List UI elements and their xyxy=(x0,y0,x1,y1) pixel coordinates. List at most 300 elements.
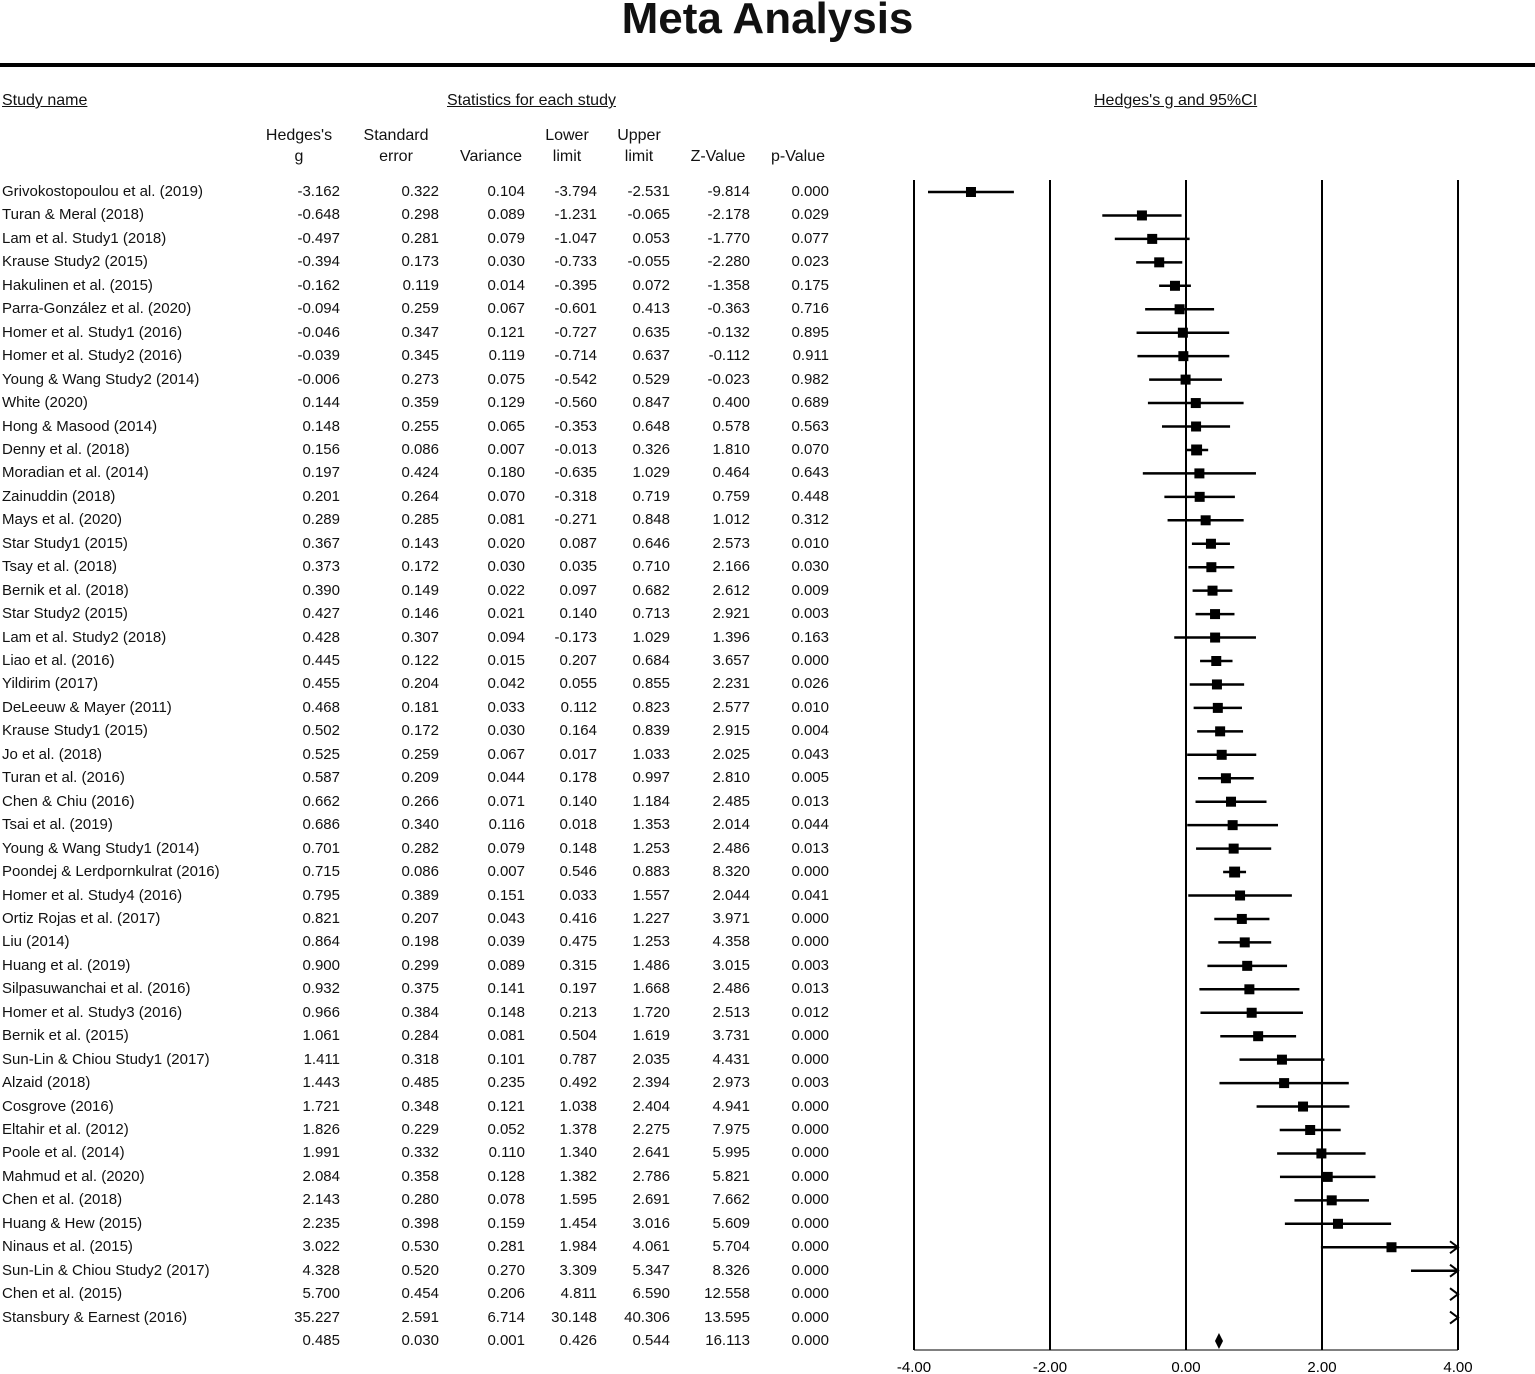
study-upper-cell: 0.710 xyxy=(632,558,670,576)
study-se-cell: 0.348 xyxy=(401,1097,439,1115)
study-p-cell: 0.070 xyxy=(791,440,829,458)
effect-square xyxy=(1211,656,1221,666)
study-upper-cell: 0.883 xyxy=(632,863,670,881)
study-var-cell: 0.281 xyxy=(487,1238,525,1256)
study-p-cell: 0.077 xyxy=(791,229,829,247)
summary-z-cell: 16.113 xyxy=(705,1332,750,1350)
effect-square xyxy=(1154,257,1164,267)
study-name-cell: Homer et al. Study4 (2016) xyxy=(2,886,183,904)
study-g-cell: -0.006 xyxy=(297,370,340,388)
study-name-cell: Stansbury & Earnest (2016) xyxy=(2,1308,188,1326)
study-upper-cell: -0.055 xyxy=(627,253,670,271)
effect-square xyxy=(1191,444,1202,455)
study-g-cell: 0.373 xyxy=(302,558,340,576)
study-name-cell: Bernik et al. (2015) xyxy=(2,1027,129,1045)
study-se-cell: 0.255 xyxy=(401,417,439,435)
effect-square xyxy=(1191,422,1201,432)
study-se-cell: 0.086 xyxy=(401,440,439,458)
study-g-cell: 0.795 xyxy=(302,886,340,904)
study-lower-cell: 0.055 xyxy=(559,675,597,693)
study-z-cell: 8.320 xyxy=(712,863,750,881)
study-name-cell: Liao et al. (2016) xyxy=(2,652,115,669)
study-var-cell: 0.081 xyxy=(487,1027,525,1045)
study-lower-cell: 0.017 xyxy=(559,745,597,763)
study-se-cell: 0.285 xyxy=(401,511,439,529)
study-lower-cell: 0.546 xyxy=(559,863,597,881)
study-name-cell: White (2020) xyxy=(2,394,88,412)
study-se-cell: 0.204 xyxy=(401,675,439,693)
study-upper-cell: 2.641 xyxy=(632,1144,670,1162)
study-var-cell: 0.067 xyxy=(487,745,525,763)
study-z-cell: 3.015 xyxy=(712,956,750,974)
study-g-cell: -0.497 xyxy=(297,229,340,247)
study-p-cell: 0.013 xyxy=(791,792,829,810)
study-var-cell: 0.094 xyxy=(487,628,525,646)
study-lower-cell: 0.140 xyxy=(559,605,597,623)
study-z-cell: 12.558 xyxy=(704,1285,750,1303)
study-var-cell: 0.110 xyxy=(488,1144,525,1162)
study-lower-cell: 0.475 xyxy=(559,933,597,951)
study-name-cell: Lam et al. Study2 (2018) xyxy=(2,628,167,646)
study-lower-cell: 0.087 xyxy=(559,534,597,552)
study-name-cell: Poondej & Lerdpornkulrat (2016) xyxy=(2,863,220,881)
study-var-cell: 0.007 xyxy=(487,440,525,458)
study-p-cell: 0.043 xyxy=(791,745,829,763)
effect-square xyxy=(1195,492,1205,502)
study-g-cell: 0.686 xyxy=(302,816,340,834)
study-z-cell: 2.025 xyxy=(712,745,750,763)
study-g-cell: 2.143 xyxy=(302,1191,340,1209)
study-var-cell: 6.714 xyxy=(487,1308,525,1326)
study-p-cell: 0.009 xyxy=(791,581,829,599)
study-g-cell: 35.227 xyxy=(294,1308,340,1326)
effect-square xyxy=(1242,961,1252,971)
study-p-cell: 0.000 xyxy=(791,1285,829,1303)
study-p-cell: 0.982 xyxy=(791,370,829,388)
study-se-cell: 0.264 xyxy=(401,487,439,505)
study-name-cell: Jo et al. (2018) xyxy=(2,745,103,763)
study-p-cell: 0.643 xyxy=(791,464,829,482)
study-upper-cell: 1.486 xyxy=(632,956,670,974)
study-z-cell: 5.821 xyxy=(712,1167,750,1185)
study-lower-cell: 3.309 xyxy=(559,1261,597,1279)
study-var-cell: 0.043 xyxy=(487,909,525,927)
study-se-cell: 0.198 xyxy=(401,933,439,951)
study-var-cell: 0.021 xyxy=(487,605,525,623)
study-name-cell: Denny et al. (2018) xyxy=(2,440,130,458)
study-name-cell: Zainuddin (2018) xyxy=(2,487,116,505)
study-name-cell: Silpasuwanchai et al. (2016) xyxy=(2,980,191,998)
study-upper-cell: 0.823 xyxy=(632,698,670,716)
study-var-cell: 0.075 xyxy=(487,370,525,388)
col-header-z: Z-Value xyxy=(690,148,746,165)
study-g-cell: -0.046 xyxy=(297,323,340,341)
effect-square xyxy=(1305,1125,1315,1135)
study-var-cell: 0.235 xyxy=(487,1074,525,1092)
study-se-cell: 0.345 xyxy=(401,347,439,365)
study-g-cell: 0.428 xyxy=(302,628,340,646)
study-z-cell: -1.770 xyxy=(707,229,750,247)
study-z-cell: 0.400 xyxy=(712,394,750,412)
summary-g-cell: 0.485 xyxy=(302,1332,340,1350)
study-var-cell: 0.129 xyxy=(487,394,525,412)
study-z-cell: 2.044 xyxy=(712,886,750,904)
study-g-cell: -0.394 xyxy=(297,253,340,271)
summary-diamond xyxy=(1215,1333,1223,1349)
study-var-cell: 0.044 xyxy=(487,769,525,787)
study-z-cell: -0.112 xyxy=(708,347,750,365)
study-p-cell: 0.000 xyxy=(791,1214,829,1232)
study-var-cell: 0.078 xyxy=(487,1191,525,1209)
study-se-cell: 0.398 xyxy=(401,1214,439,1232)
study-name-cell: Mays et al. (2020) xyxy=(2,511,123,529)
x-tick-label: -4.00 xyxy=(896,1359,932,1374)
study-z-cell: 2.014 xyxy=(712,816,750,834)
summary-se-cell: 0.030 xyxy=(401,1332,439,1350)
study-g-cell: 2.235 xyxy=(302,1214,340,1232)
study-var-cell: 0.020 xyxy=(487,534,525,552)
study-name-cell: Lam et al. Study1 (2018) xyxy=(2,229,167,247)
study-lower-cell: 1.378 xyxy=(559,1121,597,1138)
x-tick-label: -2.00 xyxy=(1032,1359,1068,1374)
study-lower-cell: -1.047 xyxy=(554,229,597,247)
study-lower-cell: 0.148 xyxy=(559,839,597,857)
study-name-cell: Turan & Meral (2018) xyxy=(2,206,145,224)
study-z-cell: 3.731 xyxy=(712,1027,750,1045)
study-var-cell: 0.033 xyxy=(487,698,525,716)
study-p-cell: 0.000 xyxy=(791,1167,829,1185)
study-se-cell: 0.086 xyxy=(401,863,439,881)
study-g-cell: 0.427 xyxy=(302,605,340,623)
study-lower-cell: 0.033 xyxy=(559,886,597,904)
study-z-cell: 2.513 xyxy=(712,1003,750,1021)
study-var-cell: 0.071 xyxy=(487,792,525,810)
study-se-cell: 0.298 xyxy=(401,206,439,224)
effect-square xyxy=(1279,1078,1289,1088)
study-var-cell: 0.128 xyxy=(487,1167,525,1185)
study-p-cell: 0.000 xyxy=(791,652,829,669)
study-g-cell: 0.144 xyxy=(302,394,340,412)
col-header-se: Standard error xyxy=(363,127,429,165)
study-upper-cell: 2.394 xyxy=(632,1074,670,1092)
study-lower-cell: 0.140 xyxy=(559,792,597,810)
effect-square xyxy=(1206,562,1216,572)
study-se-cell: 0.299 xyxy=(401,956,439,974)
study-p-cell: 0.026 xyxy=(791,675,829,693)
study-p-cell: 0.010 xyxy=(791,534,829,552)
study-z-cell: 0.759 xyxy=(712,487,750,505)
x-tick-label: 0.00 xyxy=(1171,1359,1201,1374)
effect-square xyxy=(1212,679,1222,689)
study-name-cell: Tsai et al. (2019) xyxy=(2,816,113,834)
study-lower-cell: -0.395 xyxy=(554,276,597,294)
study-g-cell: 0.367 xyxy=(302,534,340,552)
study-se-cell: 0.530 xyxy=(401,1238,439,1256)
effect-square xyxy=(1170,281,1180,291)
x-tick-label: 2.00 xyxy=(1307,1359,1337,1374)
col-header-upper: Upper limit xyxy=(617,127,661,165)
study-se-cell: 0.485 xyxy=(401,1074,439,1092)
study-upper-cell: 0.682 xyxy=(632,581,670,599)
study-se-cell: 0.119 xyxy=(402,276,439,294)
study-lower-cell: -0.560 xyxy=(554,394,597,412)
study-lower-cell: 0.315 xyxy=(559,956,597,974)
study-lower-cell: -1.231 xyxy=(554,206,597,224)
study-g-cell: 1.721 xyxy=(302,1097,340,1115)
study-se-cell: 0.322 xyxy=(401,183,439,200)
study-name-cell: Alzaid (2018) xyxy=(2,1074,91,1092)
study-upper-cell: 4.061 xyxy=(632,1238,670,1256)
study-g-cell: 0.197 xyxy=(302,464,340,482)
study-p-cell: 0.005 xyxy=(791,769,829,787)
study-z-cell: -0.023 xyxy=(707,370,750,388)
study-p-cell: 0.175 xyxy=(791,276,829,294)
study-g-cell: 1.411 xyxy=(303,1050,340,1068)
study-lower-cell: 0.504 xyxy=(559,1027,597,1045)
study-upper-cell: 3.016 xyxy=(632,1214,670,1232)
study-var-cell: 0.104 xyxy=(487,183,525,200)
study-upper-cell: 40.306 xyxy=(624,1308,670,1326)
effect-square xyxy=(1298,1102,1308,1112)
study-g-cell: -0.162 xyxy=(297,276,340,294)
study-g-cell: 1.991 xyxy=(302,1144,340,1162)
effect-square xyxy=(1226,797,1236,807)
study-z-cell: 0.464 xyxy=(712,464,750,482)
study-se-cell: 0.259 xyxy=(401,745,439,763)
study-lower-cell: 0.416 xyxy=(559,909,597,927)
effect-square xyxy=(1178,351,1188,361)
effect-square xyxy=(1194,468,1204,478)
study-lower-cell: -0.318 xyxy=(554,487,597,505)
study-p-cell: 0.000 xyxy=(791,1261,829,1279)
effect-square xyxy=(1316,1148,1326,1158)
study-p-cell: 0.041 xyxy=(791,886,829,904)
effect-square xyxy=(1386,1242,1396,1252)
study-p-cell: 0.163 xyxy=(791,628,829,646)
study-var-cell: 0.015 xyxy=(487,652,525,669)
study-g-cell: 0.455 xyxy=(302,675,340,693)
study-upper-cell: 0.713 xyxy=(632,605,670,623)
study-g-cell: -0.039 xyxy=(297,347,340,365)
study-var-cell: 0.101 xyxy=(487,1050,525,1068)
study-z-cell: 5.609 xyxy=(712,1214,750,1232)
study-upper-cell: 1.029 xyxy=(632,464,670,482)
effect-square xyxy=(1208,586,1218,596)
study-z-cell: 0.578 xyxy=(712,417,750,435)
study-lower-cell: 30.148 xyxy=(551,1308,597,1326)
summary-p-cell: 0.000 xyxy=(791,1332,829,1350)
study-se-cell: 0.259 xyxy=(401,300,439,318)
study-p-cell: 0.000 xyxy=(791,1027,829,1045)
study-name-cell: Chen & Chiu (2016) xyxy=(2,792,135,810)
study-name-cell: Cosgrove (2016) xyxy=(2,1097,114,1115)
study-p-cell: 0.000 xyxy=(791,183,829,200)
study-z-cell: 2.486 xyxy=(712,980,750,998)
study-name-cell: Sun-Lin & Chiou Study1 (2017) xyxy=(2,1050,210,1068)
study-p-cell: 0.689 xyxy=(791,394,829,412)
study-lower-cell: 1.984 xyxy=(559,1238,597,1256)
effect-square xyxy=(1201,515,1211,525)
study-z-cell: -2.178 xyxy=(707,206,750,224)
study-z-cell: 7.662 xyxy=(712,1191,750,1209)
effect-square xyxy=(1215,726,1225,736)
study-z-cell: 8.326 xyxy=(712,1261,750,1279)
study-se-cell: 0.359 xyxy=(401,394,439,412)
effect-square xyxy=(1175,304,1185,314)
study-g-cell: 0.289 xyxy=(302,511,340,529)
effect-square xyxy=(1217,750,1227,760)
study-var-cell: 0.270 xyxy=(487,1261,525,1279)
study-g-cell: 0.468 xyxy=(302,698,340,716)
study-g-cell: 3.022 xyxy=(302,1238,340,1256)
study-var-cell: 0.030 xyxy=(487,722,525,740)
study-name-cell: Chen et al. (2018) xyxy=(2,1191,123,1209)
study-p-cell: 0.000 xyxy=(791,1308,829,1326)
study-lower-cell: -0.013 xyxy=(554,440,597,458)
study-upper-cell: 2.404 xyxy=(632,1097,670,1115)
study-name-cell: Ninaus et al. (2015) xyxy=(2,1238,133,1256)
study-g-cell: 1.826 xyxy=(302,1121,340,1138)
study-var-cell: 0.007 xyxy=(487,863,525,881)
effect-square xyxy=(1206,539,1216,549)
study-p-cell: 0.000 xyxy=(791,863,829,881)
study-name-header: Study name xyxy=(2,92,88,109)
study-p-cell: 0.004 xyxy=(791,722,829,740)
study-p-cell: 0.000 xyxy=(791,1097,829,1115)
study-se-cell: 0.520 xyxy=(401,1261,439,1279)
study-var-cell: 0.079 xyxy=(487,229,525,247)
col-header-lower: Lower limit xyxy=(545,127,589,165)
ci-arrow xyxy=(1450,1288,1458,1300)
study-p-cell: 0.003 xyxy=(791,1074,829,1092)
study-p-cell: 0.003 xyxy=(791,956,829,974)
study-name-cell: Ortiz Rojas et al. (2017) xyxy=(2,909,161,927)
study-name-cell: Sun-Lin & Chiou Study2 (2017) xyxy=(2,1261,210,1279)
study-se-cell: 0.229 xyxy=(401,1121,439,1138)
study-lower-cell: 0.213 xyxy=(559,1003,597,1021)
study-g-cell: 0.390 xyxy=(302,581,340,599)
effect-square xyxy=(1327,1195,1337,1205)
study-var-cell: 0.014 xyxy=(487,276,525,294)
study-g-cell: 2.084 xyxy=(302,1167,340,1185)
study-p-cell: 0.911 xyxy=(792,347,829,365)
effect-square xyxy=(1191,398,1201,408)
study-name-cell: Huang & Hew (2015) xyxy=(2,1214,143,1232)
study-p-cell: 0.000 xyxy=(791,1050,829,1068)
study-p-cell: 0.000 xyxy=(791,1191,829,1209)
page-title: Meta Analysis xyxy=(621,0,914,43)
study-p-cell: 0.563 xyxy=(791,417,829,435)
study-lower-cell: 4.811 xyxy=(560,1285,597,1303)
study-var-cell: 0.030 xyxy=(487,558,525,576)
study-z-cell: 2.577 xyxy=(712,698,750,716)
study-upper-cell: 0.648 xyxy=(632,417,670,435)
study-g-cell: 0.900 xyxy=(302,956,340,974)
study-z-cell: 3.657 xyxy=(712,652,750,669)
study-upper-cell: 0.684 xyxy=(632,652,670,669)
study-name-cell: Star Study1 (2015) xyxy=(2,534,128,552)
study-upper-cell: -2.531 xyxy=(627,183,670,200)
study-z-cell: 2.485 xyxy=(712,792,750,810)
study-g-cell: 0.201 xyxy=(302,487,340,505)
study-lower-cell: 0.197 xyxy=(559,980,597,998)
study-se-cell: 0.173 xyxy=(401,253,439,271)
effect-square xyxy=(1333,1219,1343,1229)
study-lower-cell: 1.382 xyxy=(559,1167,597,1185)
effect-square xyxy=(1277,1055,1287,1065)
study-lower-cell: -0.601 xyxy=(554,300,597,318)
study-name-cell: Star Study2 (2015) xyxy=(2,605,128,623)
study-z-cell: 2.612 xyxy=(712,581,750,599)
study-p-cell: 0.448 xyxy=(791,487,829,505)
study-se-cell: 0.347 xyxy=(401,323,439,341)
effect-square xyxy=(1235,891,1245,901)
study-upper-cell: 0.529 xyxy=(632,370,670,388)
study-var-cell: 0.089 xyxy=(487,956,525,974)
study-lower-cell: 0.178 xyxy=(559,769,597,787)
study-z-cell: 1.012 xyxy=(712,511,750,529)
study-upper-cell: 0.848 xyxy=(632,511,670,529)
study-var-cell: 0.119 xyxy=(488,347,525,365)
study-var-cell: 0.089 xyxy=(487,206,525,224)
study-g-cell: 0.662 xyxy=(302,792,340,810)
study-name-cell: Homer et al. Study1 (2016) xyxy=(2,323,183,341)
study-z-cell: 3.971 xyxy=(712,909,750,927)
study-lower-cell: 1.340 xyxy=(559,1144,597,1162)
study-upper-cell: 1.033 xyxy=(632,745,670,763)
study-g-cell: 0.587 xyxy=(302,769,340,787)
study-var-cell: 0.065 xyxy=(487,417,525,435)
study-z-cell: -1.358 xyxy=(707,276,750,294)
study-upper-cell: 0.719 xyxy=(632,487,670,505)
effect-square xyxy=(1147,234,1157,244)
study-lower-cell: 0.207 xyxy=(559,652,597,669)
study-name-cell: Tsay et al. (2018) xyxy=(2,558,118,576)
study-upper-cell: 1.253 xyxy=(632,839,670,857)
study-p-cell: 0.023 xyxy=(791,253,829,271)
effect-square xyxy=(1213,703,1223,713)
study-p-cell: 0.003 xyxy=(791,605,829,623)
summary-var-cell: 0.001 xyxy=(487,1332,525,1350)
study-p-cell: 0.000 xyxy=(791,1238,829,1256)
study-upper-cell: 0.637 xyxy=(632,347,670,365)
study-p-cell: 0.029 xyxy=(791,206,829,224)
study-upper-cell: 6.590 xyxy=(632,1285,670,1303)
study-z-cell: 4.358 xyxy=(712,933,750,951)
effect-square xyxy=(1240,937,1250,947)
study-z-cell: 4.431 xyxy=(712,1050,750,1068)
study-z-cell: 13.595 xyxy=(704,1308,750,1326)
study-se-cell: 0.122 xyxy=(401,652,439,669)
study-name-cell: Young & Wang Study2 (2014) xyxy=(2,370,200,388)
study-var-cell: 0.206 xyxy=(487,1285,525,1303)
study-z-cell: 1.396 xyxy=(712,628,750,646)
study-var-cell: 0.070 xyxy=(487,487,525,505)
x-tick-label: 4.00 xyxy=(1443,1359,1473,1374)
study-name-cell: Krause Study2 (2015) xyxy=(2,253,148,271)
study-z-cell: 2.973 xyxy=(712,1074,750,1092)
study-name-cell: Homer et al. Study2 (2016) xyxy=(2,347,183,365)
study-lower-cell: -0.635 xyxy=(554,464,597,482)
study-upper-cell: 0.646 xyxy=(632,534,670,552)
study-se-cell: 0.340 xyxy=(401,816,439,834)
study-p-cell: 0.895 xyxy=(791,323,829,341)
study-var-cell: 0.079 xyxy=(487,839,525,857)
study-upper-cell: 0.847 xyxy=(632,394,670,412)
study-lower-cell: 0.112 xyxy=(560,698,597,716)
study-name-cell: Bernik et al. (2018) xyxy=(2,581,129,599)
study-upper-cell: 0.635 xyxy=(632,323,670,341)
